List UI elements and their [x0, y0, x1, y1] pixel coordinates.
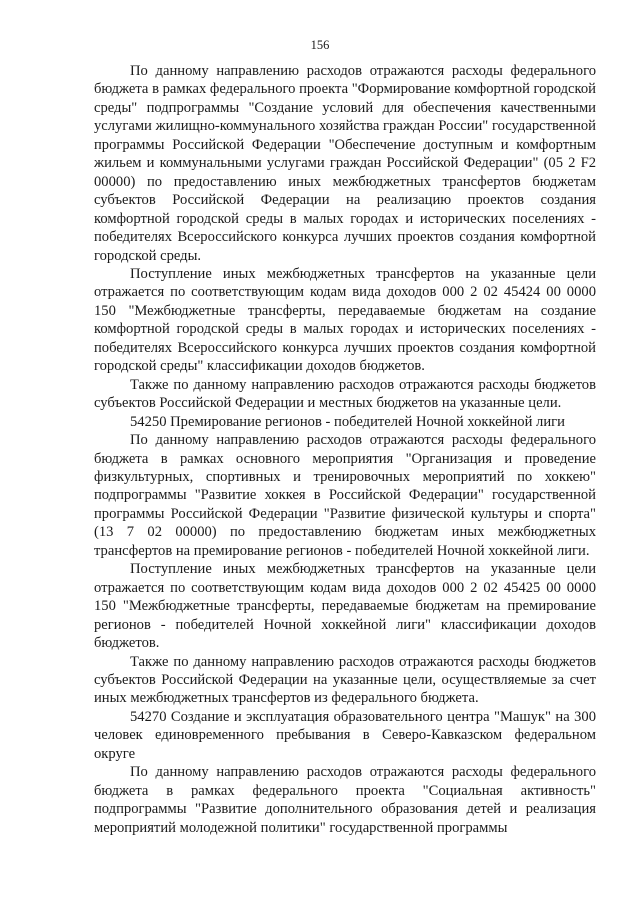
paragraph-expense-direction-social-activity: По данному направлению расходов отражаются расходы федерального бюджета в рамках федерального проекта "Социальная активность" подпрограммы "Развитие дополнительного образования детей и реализация мероприятий молодежной политики" государственной программы	[94, 764, 596, 836]
heading-54250: 54250 Премирование регионов - победителей Ночной хоккейной лиги	[130, 413, 565, 430]
heading-54270: 54270 Создание и эксплуатация образовательного центра "Машук" на 300 человек единовременного пребывания в Северо-Кавказском федеральном округе	[94, 708, 596, 762]
paragraph-income-code-45424: Поступление иных межбюджетных трансфертов на указанные цели отражается по соответствующим кодам вида доходов 000 2 02 45424 00 0000 150 "Межбюджетные трансферты, передаваемые бюджетам на создание комфортной городской среды в малых городах и исторических поселениях - победителях Всероссийского конкурса лучших проектов создания комфортной городской среды" классификации доходов бюджетов.	[94, 265, 596, 375]
paragraph-regional-local-budgets: Также по данному направлению расходов отражаются расходы бюджетов субъектов Российской Федерации и местных бюджетов на указанные цели.	[94, 376, 596, 412]
document-body	[94, 62, 596, 837]
paragraph-expense-direction-hockey-league: По данному направлению расходов отражаются расходы федерального бюджета в рамках основного мероприятия "Организация и проведение физкультурных, спортивных и тренировочных мероприятий по хоккею" подпрограммы "Развитие хоккея в Российской Федерации" государственной программы Российской Федерации "Развитие физической культуры и спорта" (13 7 02 00000) по предоставлению бюджетам иных межбюджетных трансфертов на премирование регионов - победителей Ночной хоккейной лиги.	[94, 432, 596, 559]
page-number: 156	[310, 38, 330, 52]
paragraph-expense-direction-comfortable-urban-environment: По данному направлению расходов отражаются расходы федерального бюджета в рамках федерального проекта "Формирование комфортной городской среды" подпрограммы "Создание условий для обеспечения качественными услугами жилищно-коммунального хозяйства граждан России" государственной программы Российской Федерации "Обеспечение доступным и комфортным жильем и коммунальными услугами граждан Российской Федерации" (05 2 F2 00000) по предоставлению иных межбюджетных трансфертов бюджетам субъектов Российской Федерации на реализацию проектов создания комфортной городской среды в малых городах и исторических поселениях - победителях Всероссийского конкурса лучших проектов создания комфортной городской среды.	[94, 63, 596, 264]
paragraph-income-code-45425: Поступление иных межбюджетных трансфертов на указанные цели отражается по соответствующим кодам вида доходов 000 2 02 45425 00 0000 150 "Межбюджетные трансферты, передаваемые бюджетам на премирование регионов - победителей Ночной хоккейной лиги" классификации доходов бюджетов.	[94, 561, 596, 652]
paragraph-regional-budgets-federal-transfers: Также по данному направлению расходов отражаются расходы бюджетов субъектов Российской Федерации на указанные цели, осуществляемые за счет иных межбюджетных трансфертов из федерального бюджета.	[94, 653, 596, 707]
